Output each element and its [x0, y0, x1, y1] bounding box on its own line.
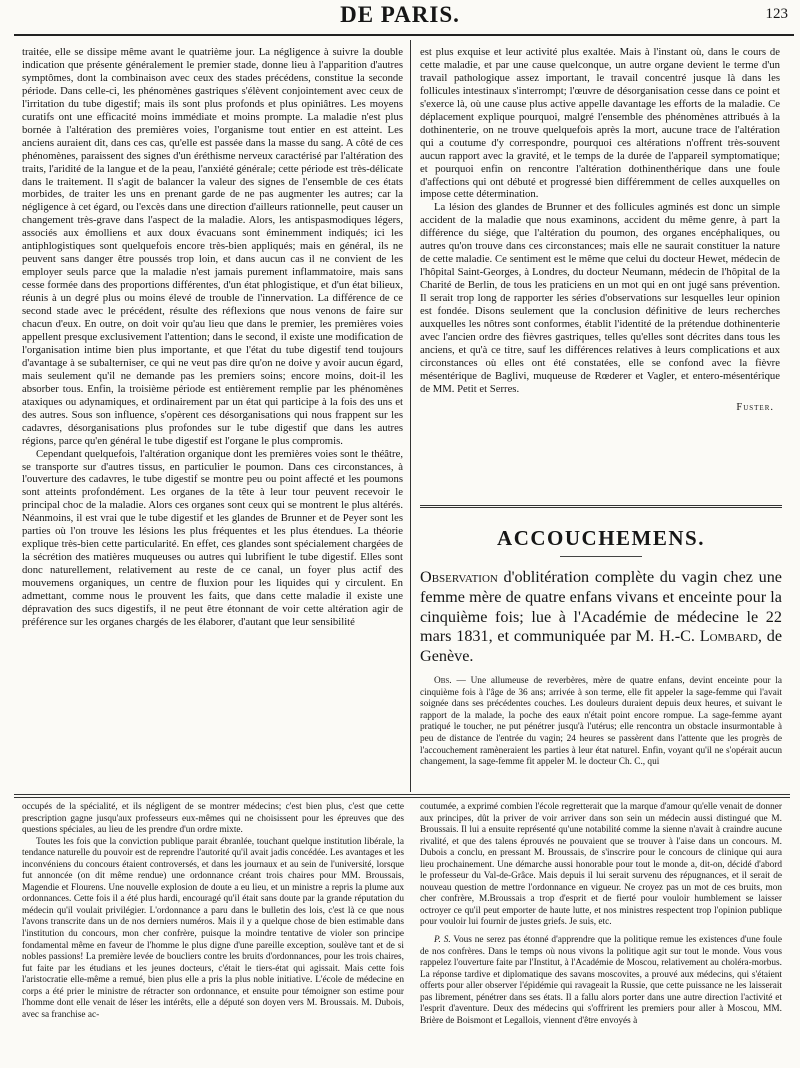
- paragraph: est plus exquise et leur activité plus exaltée. Mais à l'instant où, dans le cours de cette maladie, et par une cause quelconque, un autre organe devient le terme d'un travail pathologique assez important, le travail concentré jusque là dans les follicules intestinaux s'interrompt; l'œuvre de désorganisation cesse dans ce point et s'exerce là, où une cause plus active appelle davantage les efforts de la maladie. Ce déplacement explique pourquoi, malgré l'ensemble des phénomènes attribués à la dothinenterie, on ne trouve quelquefois après la mort, aucune trace de l'altération qui a coutume d'y correspondre, pourquoi ces altérations n'offrent très-souvent aucun rapport avec la gravité, et le temps de la durée de l'appareil symptomatique; et pourquoi enfin on rencontre l'altération dothinenthérique dans une foule d'affections qui ont débuté et progressé bien différemment de celles auxquelles on impose cette détermination.: [420, 46, 780, 201]
- section-heading: ACCOUCHEMENS.: [497, 526, 705, 550]
- observation-label: Obs.: [434, 676, 452, 686]
- column-divider: [410, 40, 411, 792]
- paragraph: traitée, elle se dissipe même avant le quatrième jour. La négligence à suivre la double indication que présente généralement le premier stade, donne lieu à l'apparition d'autres symptômes, dont la combinaison avec ceux des stades précédens, constitue la seconde période. Dans celle-ci, les phénomènes gastriques s'élèvent conjointement avec ceux de l'irritation du tube digestif; mais ils sont plus profonds et plus opiniâtres. Les moyens curatifs ont une efficacité moins immédiate et moins prompte. La maladie n'est plus bornée à l'altération des premières voies, l'organisme tout entier en est atteint. Les anciens auraient dit, dans ces cas, qu'elle est passée dans la masse du sang. A côté de ces phénomènes, paraissent des signes d'un éréthisme nerveux caractérisé par l'altération des traits, l'aridité de la langue et de la peau, l'anxiété générale; cette période est très-délicate dans le traitement. Il s'agit de balancer la valeur des signes de l'ensemble de ces états morbides, de traiter les uns en prenant garde de ne pas augmenter les autres; car la négligence à cet égard, ou l'excès dans une direction d'ailleurs rationnelle, peut causer un changement très-grave dans l'aspect de la maladie. Alors, les antispasmodiques légers, associés aux émolliens et aux doux évacuans sont éminemment indiqués; ici les antiphlogistiques sont quelquefois encore très-bien appliqués; mais en général, ils ne peuvent sans danger être poussés trop loin, et dans aucun cas il ne convient de les employer seuls parce que la maladie n'est jamais purement inflammatoire, mais sans cesse formée dans des proportions différentes, d'un état phlogistique, et d'un état bilieux, réunis à un degré plus ou moins élevé de trouble de l'innervation. La différence de ce second stade avec le précédent, résulte des réflexions que nous venons de faire sur chacun d'eux. En outre, on doit voir qu'au lieu que dans le premier, les premières voies appellent presque exclusivement l'attention; dans le second, il existe une modification de l'organisation intime bien plus importante, et que l'état du tube digestif tend toujours d'avantage à se subalterniser, ce qui ne veut pas dire qu'on ne doive y avoir aucun égard, mais seulement qu'il ne demande pas les premiers soins; encore moins, doit-il les absorber tous. Enfin, la troisième période est entièrement remplie par les phénomènes ataxiques ou adynamiques, et ordinairement par un état qui participe à la fois des uns et des autres. Sous son influence, s'opèrent ces désorganisations qui nous frappent sur les cadavres, désorganisations plus profondes sur le tube digestif que dans les autres régions, parce qu'en général le tube digestif est l'organe le plus compromis.: [22, 46, 403, 447]
- observation-text: — Une allumeuse de reverbères, mère de quatre enfans, devint enceinte pour la cinquième fois à l'âge de 36 ans; arrivée à son terme, elle fit appeler la sage-femme qui l'avait soignée dans ses précédentes couches. Les douleurs duraient depuis deux heures, et suivant le rapport de la malade, la poche des eaux n'était point encore rompue. La sage-femme ayant pratiqué le toucher, ne put pénétrer jusqu'à l'utérus; elle rencontra un obstacle insurmontable à peu de distance de l'entrée du vagin; 24 heures se passèrent dans l'attente que les progrès de l'accouchement ramèneraient les parties à leur état naturel. Enfin, voyant qu'il ne s'opérait aucun changement, la sage-femme fit appeler M. le docteur Ch. C., qui: [420, 676, 782, 768]
- observation-title-tail: , de Genève.: [420, 627, 782, 666]
- section-divider: [420, 505, 782, 508]
- bottom-section-rule: [14, 794, 790, 795]
- bottom-right-column: [420, 802, 782, 1027]
- observation-body: [420, 676, 782, 769]
- right-column-article: [420, 46, 780, 415]
- bottom-section-rule-secondary: [14, 797, 790, 798]
- paragraph: coutumée, a exprimé combien l'école regretterait que la marque d'amour qu'elle venait de donner aux principes, dût la priver de voir arriver dans son sein un médecin aussi distingué que M. Broussais. Il lui a ensuite représenté qu'une notabilité comme la sienne n'avait à craindre aucune rivalité, et que des talens éprouvés ne pouvaient que se trouver à l'aise dans un concours. M. Dubois a conclu, en pressant M. Broussais, de s'inscrire pour le concours de clinique qui aura lieu prochainement. Une démarche aussi honorable pour tout le monde a, dit-on, décidé d'abord le professeur du Val-de-Grâce. Mais depuis il lui serait survenu des répugnances, et il serait de nouveau question de mettre l'ordonnance en vigueur. Ne croyez pas un mot de ces bruits, mon cher confrère, M.Broussais a trop d'esprit et de fierté pour vouloir humblement se laisser octroyer ce qu'il peut emporter de haute lutte, et nos ministres respectent trop l'opinion publique pour vouloir lui fournir de justes griefs. Je suis, etc.: [420, 802, 782, 928]
- author-name: Lombard: [699, 627, 758, 646]
- observation-title: [420, 568, 782, 667]
- observation-title-text: d'oblitération complète du vagin chez une femme mère de quatre enfans vivans et enceinte pour la cinquième fois; lue à l'Académie de médecine le 22 mars 1831, et communiquée par M. H.-C.: [420, 568, 782, 646]
- paragraph: La lésion des glandes de Brunner et des follicules agminés est donc un simple accident de la maladie que nous examinons, accident du même genre, à part la différence du siége, que l'altération du poumon, des organes encéphaliques, ou autres qu'on trouve dans ces circonstances; mais elle ne saurait constituer la nature de cette maladie. Ce sentiment est le même que celui du docteur Hewet, médecin de l'hôpital Saint-Georges, à Londres, du docteur Neumann, médecin de l'hôpital de la Charité de Berlin, de tous les praticiens en un mot qui en ont jugé sans prévention. Il serait trop long de rapporter les séries d'observations sur lesquelles leur opinion est fondée. Disons seulement que la conclusion définitive de leurs recherches auxquelles les nôtres sont conformes, établit l'identité de la prétendue dothinenterie avec l'ancien ordre des fièvres gastriques, telles qu'elles sont décrites dans tous les anciens, et qu'à ce titre, sauf les différences relatives à leurs complications et aux circonstances où elles ont été constatées, elle se confond avec la fièvre mésentérique de Baglivi, muqueuse de Rœderer et Vagler, et entero-mésentérique de MM. Petit et Serres.: [420, 201, 780, 395]
- observation-lead: Observation: [420, 568, 498, 586]
- paragraph: Toutes les fois que la conviction publique parait ébranlée, touchant quelque institution libérale, la tendance naturelle du pouvoir est de reprendre l'autorité qu'il avait jadis concédée. Les avantages et les inconvéniens du concours étaient controversés, et dans les journaux et au sein de l'université, lorsque fut annoncée (on dit même rendue) une ordonnance créant trois chaires pour MM. Broussais, Magendie et Flourens. Une nouvelle explosion de doute a eu lieu, et un ministre a repris la plume aux ordonnances. Cette fois il a été plus hardi, encouragé qu'il était sans doute par la grande réputation du médecin qu'il voulait privilégier. L'ordonnance a paru dans le bulletin des lois, c'est là ce que nous l'avons transcrite dans un de nos derniers numéros. Mais il y a quelque chose de bien estimable dans l'institution du concours, mon cher confrère, puisque la moindre tentative de violer son principe fondamental même en faveur de l'homme le plus digne d'une pareille exception, soulève tant et de si nobles passions! La première levée de boucliers contre les bruits d'ordonnances, pour les trois chaires, fut faite par les étudians et les jeunes docteurs, c'était le tiers-état qui agissait. Mais cette fois l'aristocratie elle-même a remué, bien plus elle a pris la plus noble initiative. L'école de médecine en corps a été prier le ministre de rétracter son ordonnance, et ensuite pour témoigner son estime pour l'homme dont elle venait de léser les intérêts, elle a député son doyen vers M. Broussais. M. Dubois, avec sa franchise ac-: [22, 836, 404, 1020]
- page-number: 123: [765, 6, 788, 22]
- bottom-left-column: [22, 802, 404, 1021]
- page-header: [0, 0, 800, 34]
- author-signature: Fuster.: [736, 401, 774, 413]
- paragraph: occupés de la spécialité, et ils négligent de se montrer médecins; c'est bien plus, c'est que cette prescription gagne jusqu'aux professeurs eux-mêmes qui ne choisissent pour les épreuves que des questions spéciales, au lieu de les prendre d'un ordre mixte.: [22, 802, 404, 836]
- left-column-article: [22, 46, 403, 629]
- postscript-label: P. S.: [434, 935, 451, 946]
- header-rule: [14, 34, 794, 36]
- paragraph: Cependant quelquefois, l'altération organique dont les premières voies sont le théâtre, se transporte sur d'autres tissus, en particulier le poumon. Dans ces circonstances, à l'ouverture des cadavres, le tube digestif se montre peu ou point affecté et les poumons sont atteints profondément. Les organes de la tête à leur tour peuvent recevoir le principal choc de la maladie. Alors ces organes sont ceux qui se montrent le plus altérés. Néanmoins, il est vrai que le tube digestif et les glandes de Brunner et de Peyer sont les parties où l'on trouve les lésions les plus fréquentes et les plus étendues. La théorie explique très-bien cette particularité. En effet, ces glandes sont spécialement chargées de la sécrétion des matières muqueuses ou autres qui lubrifient le tube digestif. Elles sont donc naturellement, relativement au reste de ce canal, un foyer plus actif des mouvemens organiques, un centre de fluxion pour les liquides qui y circulent. En admettant, comme nous le prouvent les faits, que dans cette maladie il existe une dépravation des sucs digestifs, il ne peut être étonnant de voir cette altération agir de préférence sur les organes chargés de les élaborer, d'autant que leur sensibilité: [22, 447, 403, 628]
- postscript-text: Vous ne serez pas étonné d'apprendre que la politique remue les existences d'une foule de nos confrères. Dans le temps où nous vivons la politique agit sur tout le monde. Vous vous rappelez l'ouverture faite par l'Institut, à l'Académie de Moscou, relativement au choléra-morbus. La réponse tardive et diplomatique des savans moscovites, a prouvé aux médecins, qui s'étaient offerts pour aller observer l'épidémie qui ravageait la Russie, que cette puissance ne les laisserait pas librement, pénétrer dans ses états. Il a fallu alors porter dans une autre direction l'activité et l'esprit d'aventure. Deux des médecins qui s'offrirent les premiers pour aller à Moscou, MM. Brière de Boismont et Legallois, viennent d'être envoyés à: [420, 935, 782, 1026]
- postscript: [420, 935, 782, 1027]
- running-title: DE PARIS.: [340, 2, 460, 27]
- heading-underline: [560, 556, 642, 557]
